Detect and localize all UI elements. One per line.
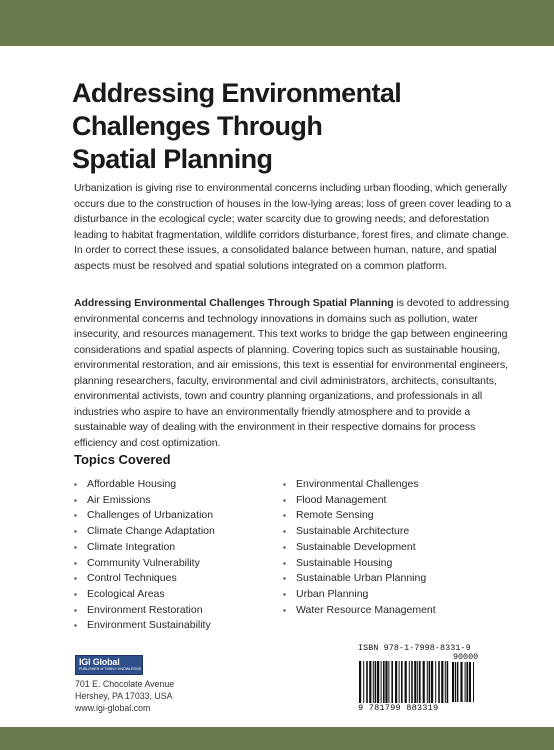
bullet-icon: ▪ — [283, 527, 286, 537]
barcode-box — [356, 643, 479, 713]
bottom-color-band — [0, 727, 554, 750]
publisher-address — [75, 679, 174, 714]
list-item: ▪ Environment Sustainability — [74, 618, 274, 634]
isbn-label: ISBN 978-1-7998-8331-9 — [358, 643, 471, 653]
list-item: ▪ Control Techniques — [74, 571, 274, 587]
list-item: ▪ Water Resource Management — [283, 603, 513, 619]
list-item: ▪ Urban Planning — [283, 587, 513, 603]
list-item: ▪ Climate Change Adaptation — [74, 524, 274, 540]
bullet-icon: ▪ — [74, 605, 77, 615]
list-item: ▪ Affordable Housing — [74, 477, 274, 493]
title-line-3: Spatial Planning — [72, 144, 273, 174]
website-link[interactable]: www.igi-global.com — [75, 702, 151, 713]
list-item: ▪ Sustainable Development — [283, 540, 513, 556]
description-paragraph-2 — [74, 296, 514, 451]
top-color-band — [0, 0, 554, 46]
topics-list-left — [74, 477, 274, 634]
bullet-icon: ▪ — [283, 495, 286, 505]
bullet-icon: ▪ — [283, 542, 286, 552]
bullet-icon: ▪ — [74, 495, 77, 505]
bullet-icon: ▪ — [283, 558, 286, 568]
address-line-1: 701 E. Chocolate Avenue — [75, 679, 175, 689]
list-item: ▪ Climate Integration — [74, 540, 274, 556]
price-barcode-icon — [452, 662, 474, 702]
topics-heading: Topics Covered — [74, 452, 171, 467]
bullet-icon: ▪ — [74, 480, 77, 489]
bullet-icon: ▪ — [74, 574, 77, 584]
bullet-icon: ▪ — [283, 480, 286, 489]
bullet-icon: ▪ — [74, 589, 77, 599]
list-item: ▪ Sustainable Urban Planning — [283, 571, 513, 587]
bullet-icon: ▪ — [283, 574, 286, 584]
barcode-icon — [359, 661, 449, 703]
logo-name: IGI Global — [79, 657, 120, 667]
list-item: ▪ Sustainable Architecture — [283, 524, 513, 540]
price-code: 90000 — [453, 652, 479, 662]
bullet-icon: ▪ — [74, 511, 77, 521]
list-item: ▪ Ecological Areas — [74, 587, 274, 603]
bullet-icon: ▪ — [74, 542, 77, 552]
bullet-icon: ▪ — [74, 621, 77, 631]
barcode-digits: 9 781799 883319 — [358, 703, 439, 713]
list-item: ▪ Sustainable Housing — [283, 556, 513, 572]
logo-tagline: PUBLISHER of TIMELY KNOWLEDGE — [79, 667, 142, 671]
bullet-icon: ▪ — [283, 589, 286, 599]
paragraph-2-text: is devoted to addressing environmental concerns and technology innovations in domains such as pollution, water insecurity, and resources management. This text works to bridge the gap between engineering considerations and spatial aspects of planning. Covering topics such as sustainable housing, environmental restoration, and air emissions, this text is essential for environmental engineers, planning researchers, faculty, environmental and civil administrators, architects, consultants, environmental activists, town and country planning organizations, and professionals in all industries who aspire to have an environmentally friendly atmosphere and to provide a sustainable way of dealing with the environment in their respective domains for process efficiency and cost optimization. — [74, 297, 510, 449]
list-item: ▪ Air Emissions — [74, 493, 274, 509]
publisher-logo — [75, 655, 143, 675]
list-item: ▪ Environment Restoration — [74, 603, 274, 619]
bullet-icon: ▪ — [283, 605, 286, 615]
list-item: ▪ Remote Sensing — [283, 508, 513, 524]
title-line-1: Addressing Environmental — [72, 78, 402, 108]
bullet-icon: ▪ — [283, 511, 286, 521]
topics-list-right — [283, 477, 513, 618]
list-item: ▪ Environmental Challenges — [283, 477, 513, 493]
paragraph-2-bold-title: Addressing Environmental Challenges Through Spatial Planning — [74, 297, 394, 309]
title-line-2: Challenges Through — [72, 111, 323, 141]
description-paragraph-1: Urbanization is giving rise to environmental concerns including urban flooding, which generally occurs due to the construction of houses in the low-lying areas; loss of green cover leading to a disturbance in the ecological cycle; water scarcity due to growing needs; and deforestation leading to habitat fragmentation, wildlife corridors disturbance, forest fires, and climate change. In order to correct these issues, a consolidated balance between human, nature, and spatial aspects must be resolved and spatial solutions integrated on a common platform. — [74, 182, 511, 272]
book-title — [72, 77, 512, 176]
address-line-2: Hershey, PA 17033, USA — [75, 690, 173, 701]
list-item: ▪ Challenges of Urbanization — [74, 508, 274, 524]
list-item: ▪ Flood Management — [283, 493, 513, 509]
list-item: ▪ Community Vulnerability — [74, 556, 274, 572]
bullet-icon: ▪ — [74, 527, 77, 537]
bullet-icon: ▪ — [74, 558, 77, 568]
